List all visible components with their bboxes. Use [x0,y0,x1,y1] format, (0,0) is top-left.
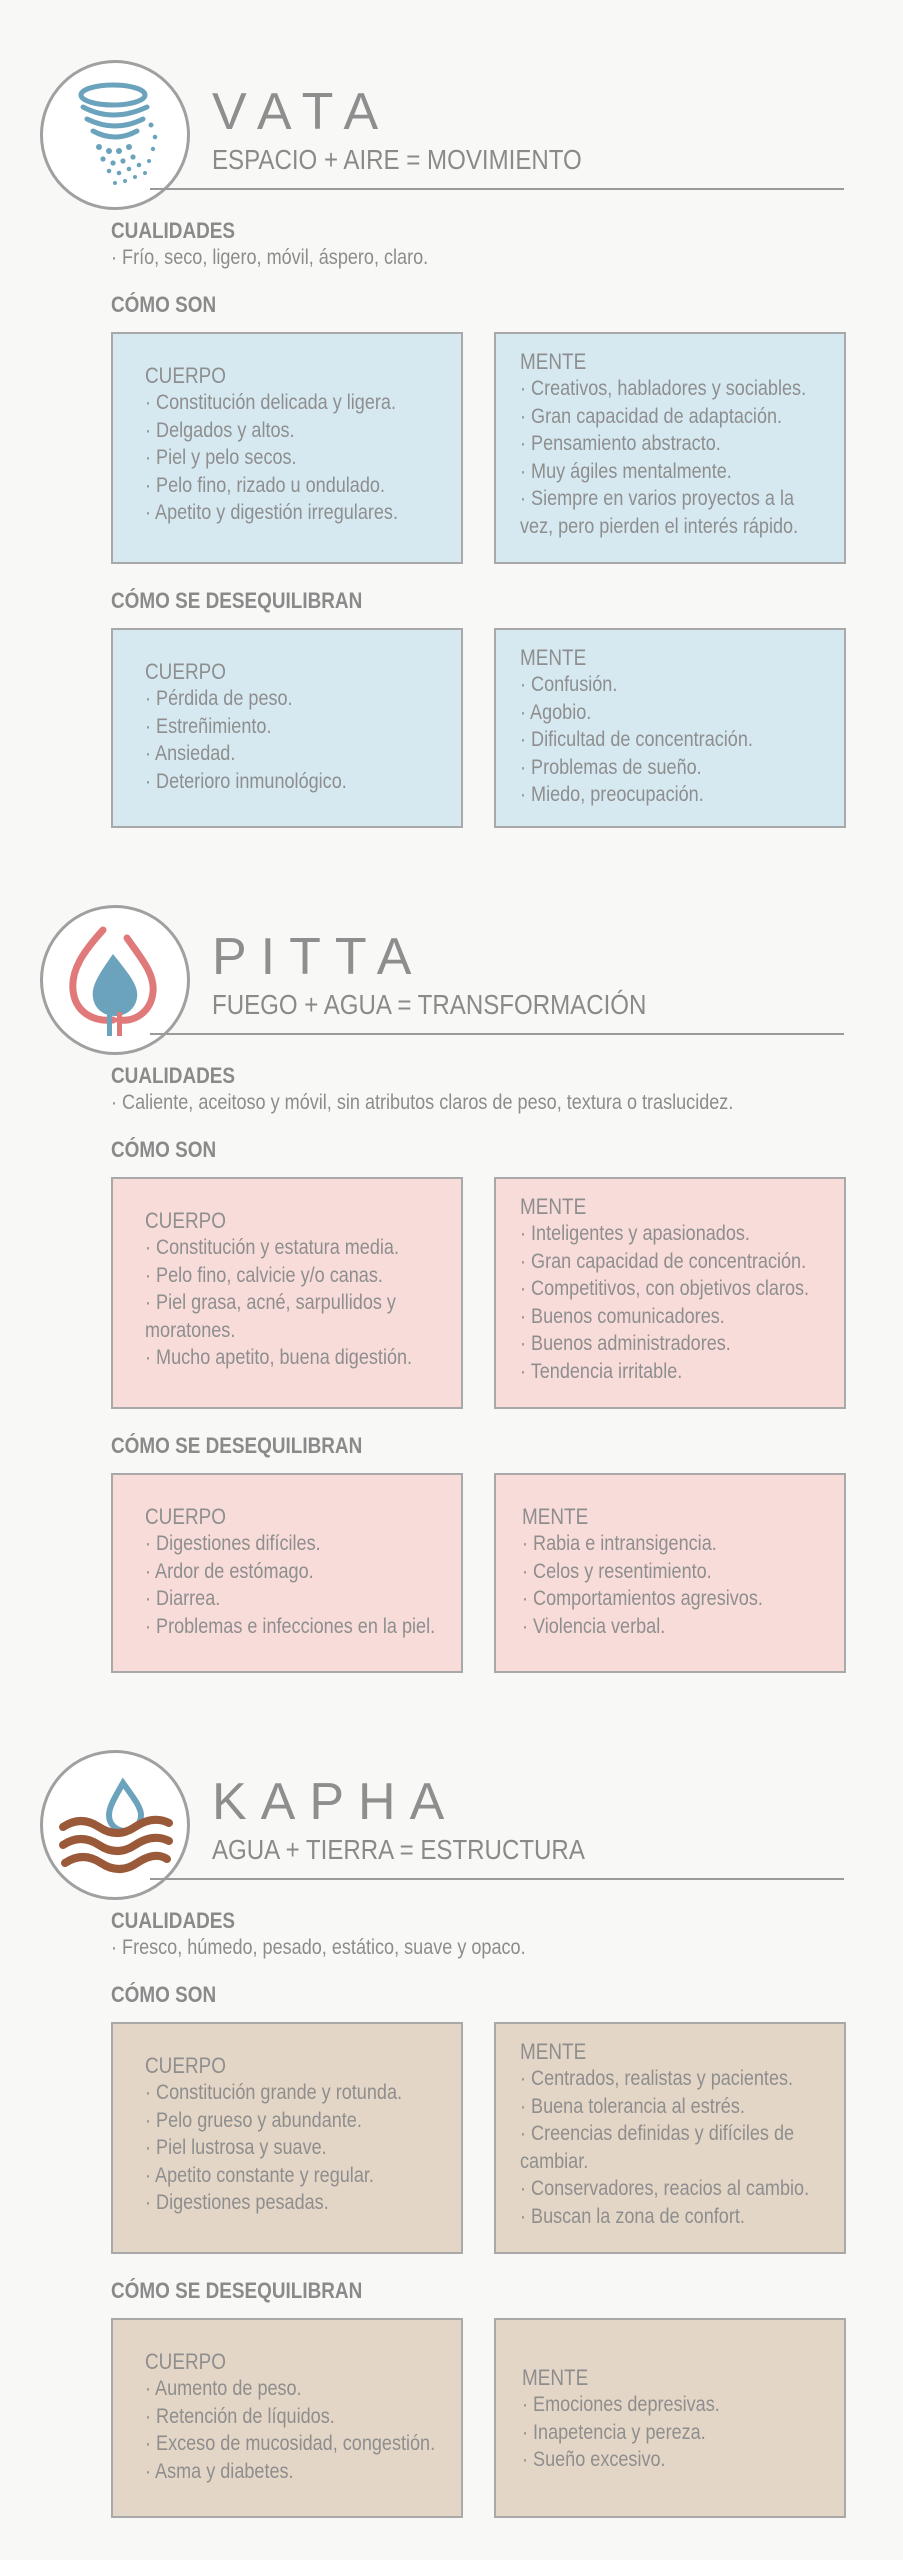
como-son-label: CÓMO SON [111,1137,217,1162]
divider [150,188,844,190]
list-item: · Pelo grueso y abundante. [145,2108,362,2132]
list-item: · Problemas e infecciones en la piel. [145,1614,436,1638]
list-item: · Exceso de mucosidad, congestión. [145,2432,436,2455]
list-item: · Retención de líquidos. [145,2404,335,2428]
box-title: CUERPO [145,659,226,684]
list-item: · Mucho apetito, buena digestión. [145,1346,413,1369]
list-item: · Celos y resentimiento. [522,1559,712,1583]
qualities-text: · Fresco, húmedo, pesado, estático, suave y opaco. [111,1936,526,1959]
list-item: · Pensamiento abstracto. [520,432,721,455]
list-item: · Miedo, preocupación. [520,783,704,806]
dosha-title: PITTA [212,928,426,986]
box-title: CUERPO [145,363,226,388]
list-item: · Constitución delicada y ligera. [145,391,396,414]
box-title: MENTE [520,1194,587,1219]
list-item: · Agobio. [520,700,592,724]
list-item: · Buenos administradores. [520,1332,731,1355]
qualities-text: · Caliente, aceitoso y móvil, sin atributos claros de peso, textura o traslucidez. [111,1091,734,1114]
body-imbalance-box [111,1473,463,1673]
list-item: · Emociones depresivas. [522,2393,720,2416]
list-item: · Pérdida de peso. [145,687,293,710]
list-item: · Estreñimiento. [145,714,272,738]
list-item: · Creativos, habladores y sociables. [520,377,807,400]
mind-imbalance-box [494,628,846,828]
list-item: · Ansiedad. [145,742,236,765]
divider [150,1033,844,1035]
box-title: CUERPO [145,1504,226,1529]
list-item: · Competitivos, con objetivos claros. [520,1277,810,1300]
list-item: · Creencias definidas y difíciles de [520,2122,795,2145]
body-imbalance-box [111,628,463,828]
desequilibran-label: CÓMO SE DESEQUILIBRAN [111,2278,363,2303]
list-item: · Conservadores, reacios al cambio. [520,2177,810,2200]
list-item: · Rabia e intransigencia. [522,1532,717,1555]
list-item: · Piel y pelo secos. [145,446,297,469]
box-title: MENTE [522,1504,589,1529]
body-box [111,2022,463,2254]
fire-drop-icon [43,908,187,1052]
list-item: · Inapetencia y pereza. [522,2420,706,2444]
box-title: MENTE [520,2039,587,2064]
list-item: · Buena tolerancia al estrés. [520,2094,745,2118]
list-item: · Apetito y digestión irregulares. [145,501,398,524]
list-item: · Piel lustrosa y suave. [145,2136,327,2159]
body-box [111,332,463,564]
list-item: · Tendencia irritable. [520,1359,683,1383]
list-item: · Ardor de estómago. [145,1559,314,1583]
box-title: MENTE [522,2365,589,2390]
list-item: · Deterioro inmunológico. [145,769,347,793]
list-item: moratones. [145,1318,236,1342]
list-item: · Gran capacidad de concentración. [520,1249,807,1273]
list-item: vez, pero pierden el interés rápido. [520,514,799,538]
dosha-formula: ESPACIO + AIRE = MOVIMIENTO [212,144,582,175]
list-item: · Inteligentes y apasionados. [520,1222,750,1245]
list-item: · Muy ágiles mentalmente. [520,459,732,483]
list-item: · Buenos comunicadores. [520,1304,725,1328]
body-imbalance-box [111,2318,463,2518]
dosha-title: VATA [212,83,393,141]
qualities-label: CUALIDADES [111,1063,236,1088]
qualities-text: · Frío, seco, ligero, móvil, áspero, claro. [111,246,429,269]
list-item: · Centrados, realistas y pacientes. [520,2067,794,2090]
list-item: · Siempre en varios proyectos a la [520,487,795,510]
mind-box [494,1177,846,1409]
list-item: · Piel grasa, acné, sarpullidos y [145,1291,396,1314]
list-item: · Sueño excesivo. [522,2448,666,2471]
qualities-label: CUALIDADES [111,1908,236,1933]
list-item: · Violencia verbal. [522,1614,666,1638]
list-item: · Buscan la zona de confort. [520,2204,745,2228]
list-item: · Pelo fino, calvicie y/o canas. [145,1263,383,1287]
body-box [111,1177,463,1409]
box-title: MENTE [520,349,587,374]
mind-imbalance-box [494,2318,846,2518]
box-title: CUERPO [145,1208,226,1233]
list-item: · Constitución y estatura media. [145,1236,399,1259]
desequilibran-label: CÓMO SE DESEQUILIBRAN [111,588,363,613]
list-item: · Pelo fino, rizado u ondulado. [145,473,385,497]
list-item: · Confusión. [520,673,618,696]
dosha-formula: FUEGO + AGUA = TRANSFORMACIÓN [212,989,647,1020]
water-waves-icon [43,1753,187,1897]
list-item: · Asma y diabetes. [145,2459,294,2483]
box-title: CUERPO [145,2053,226,2078]
list-item: · Aumento de peso. [145,2377,302,2400]
mind-box [494,2022,846,2254]
list-item: · Delgados y altos. [145,418,295,442]
desequilibran-label: CÓMO SE DESEQUILIBRAN [111,1433,363,1458]
box-title: CUERPO [145,2349,226,2374]
mind-box [494,332,846,564]
mind-imbalance-box [494,1473,846,1673]
qualities-label: CUALIDADES [111,218,236,243]
list-item: · Gran capacidad de adaptación. [520,404,783,428]
como-son-label: CÓMO SON [111,292,217,317]
list-item: · Diarrea. [145,1587,221,1610]
list-item: · Comportamientos agresivos. [522,1587,763,1610]
tornado-icon [43,63,187,207]
list-item: · Apetito constante y regular. [145,2163,374,2187]
box-title: MENTE [520,645,587,670]
list-item: · Digestiones pesadas. [145,2191,329,2214]
dosha-formula: AGUA + TIERRA = ESTRUCTURA [212,1834,585,1865]
list-item: · Problemas de sueño. [520,755,702,779]
list-item: · Constitución grande y rotunda. [145,2081,403,2104]
list-item: · Dificultad de concentración. [520,728,753,751]
list-item: · Digestiones difíciles. [145,1532,321,1555]
divider [150,1878,844,1880]
list-item: cambiar. [520,2149,589,2173]
dosha-title: KAPHA [212,1773,459,1831]
como-son-label: CÓMO SON [111,1982,217,2007]
